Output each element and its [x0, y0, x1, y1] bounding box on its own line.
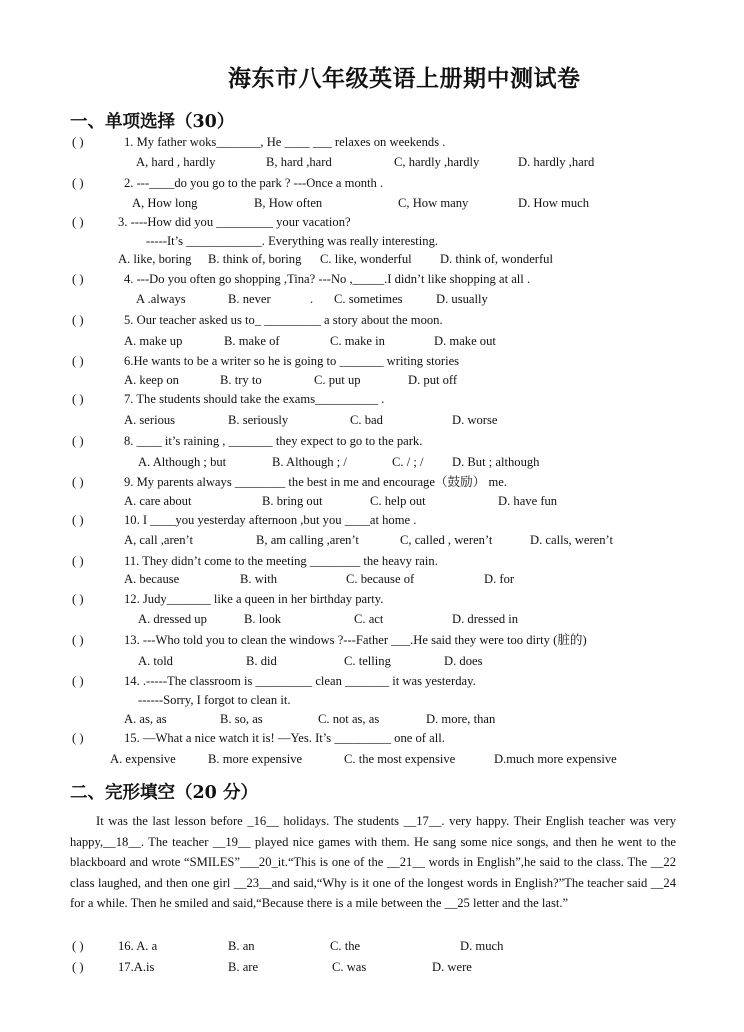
- option: B. never: [228, 292, 271, 306]
- option: D. make out: [434, 334, 496, 348]
- question-text: ------Sorry, I forgot to clean it.: [138, 693, 291, 707]
- question-text: 16. A. a: [118, 939, 158, 953]
- option: D. does: [444, 654, 483, 668]
- option: C. / ; /: [392, 455, 424, 469]
- option: C, hardly ,hardly: [394, 155, 480, 169]
- option: C. like, wonderful: [320, 252, 412, 266]
- answer-bracket[interactable]: ( ): [72, 272, 84, 286]
- question-text: 1. My father woks_______, He ____ ___ relaxes on weekends .: [124, 135, 446, 149]
- question-text: 5. Our teacher asked us to_ _________ a story about the moon.: [124, 313, 443, 327]
- question-text: 14. .-----The classroom is _________ clean _______ it was yesterday.: [124, 674, 476, 688]
- option: A, call ,aren’t: [124, 533, 194, 547]
- option: D. have fun: [498, 494, 558, 508]
- option: B. more expensive: [208, 752, 303, 766]
- answer-bracket[interactable]: ( ): [72, 392, 84, 406]
- option: B. are: [228, 960, 259, 974]
- option: D. usually: [436, 292, 488, 306]
- option: D. worse: [452, 413, 498, 427]
- option: D. were: [432, 960, 472, 974]
- option: C, How many: [398, 196, 469, 210]
- answer-bracket[interactable]: ( ): [72, 135, 84, 149]
- answer-bracket[interactable]: ( ): [72, 176, 84, 190]
- answer-bracket[interactable]: ( ): [72, 313, 84, 327]
- option: B. so, as: [220, 712, 263, 726]
- option: C. the: [330, 939, 361, 953]
- answer-bracket[interactable]: ( ): [72, 960, 84, 974]
- question-text: -----It’s ____________. Everything was really interesting.: [146, 234, 439, 248]
- answer-bracket[interactable]: ( ): [72, 592, 84, 606]
- option: .: [310, 292, 314, 306]
- option: C. put up: [314, 373, 361, 387]
- answer-bracket[interactable]: ( ): [72, 354, 84, 368]
- option: B. try to: [220, 373, 262, 387]
- option: A. told: [138, 654, 173, 668]
- question-text: 10. I ____you yesterday afternoon ,but you ____at home .: [124, 513, 417, 527]
- option: C. act: [354, 612, 384, 626]
- option: B. bring out: [262, 494, 323, 508]
- option: A. Although ; but: [138, 455, 227, 469]
- option: C. telling: [344, 654, 391, 668]
- option: C. not as, as: [318, 712, 380, 726]
- option: A. serious: [124, 413, 176, 427]
- option: D. much: [460, 939, 504, 953]
- option: A. because: [124, 572, 180, 586]
- answer-bracket[interactable]: ( ): [72, 513, 84, 527]
- option: B, hard ,hard: [266, 155, 332, 169]
- answer-bracket[interactable]: ( ): [72, 633, 84, 647]
- answer-bracket[interactable]: ( ): [72, 939, 84, 953]
- option: D. hardly ,hard: [518, 155, 595, 169]
- option: C. because of: [346, 572, 415, 586]
- option: B. think of, boring: [208, 252, 302, 266]
- option: A. as, as: [124, 712, 167, 726]
- option: C. make in: [330, 334, 385, 348]
- option: B. did: [246, 654, 277, 668]
- question-text: 6.He wants to be a writer so he is going to _______ writing stories: [124, 354, 460, 368]
- answer-bracket[interactable]: ( ): [72, 554, 84, 568]
- option: C. bad: [350, 413, 383, 427]
- question-text: 17.A.is: [118, 960, 155, 974]
- option: C. sometimes: [334, 292, 403, 306]
- question-text: 7. The students should take the exams__________ .: [124, 392, 385, 406]
- question-text: 12. Judy_______ like a queen in her birthday party.: [124, 592, 384, 606]
- answer-bracket[interactable]: ( ): [72, 674, 84, 688]
- option: D. put off: [408, 373, 458, 387]
- option: A. like, boring: [118, 252, 192, 266]
- option: B. Although ; /: [272, 455, 347, 469]
- question-text: 13. ---Who told you to clean the windows ?---Father ___.He said they were too dirty (脏的): [124, 633, 587, 647]
- option: C. help out: [370, 494, 426, 508]
- answer-bracket[interactable]: ( ): [72, 475, 84, 489]
- question-text: 9. My parents always ________ the best in me and encourage（鼓励） me.: [124, 475, 507, 489]
- question-text: 4. ---Do you often go shopping ,Tina? ---No ,_____.I didn’t like shopping at all .: [124, 272, 531, 286]
- question-text: 15. —What a nice watch it is! —Yes. It’s _________ one of all.: [124, 731, 445, 745]
- cloze-passage: It was the last lesson before _16__ holidays. The students __17__. very happy. Their English teacher was very happy,__18__. The teacher __19__ played nice games with them. He sang some nice songs, and then he went to the blackboard and wrote “SMILES”___20_it.“This is one of the __21__ words in English”,he said to the class. The __22 class laughed, and then one girl __23__and said,“Why is it one of the longest words in English?”The teacher said __24 for a while. Then he smiled and said,“Because there is a mile between the __25 letter and the last.”: [70, 814, 676, 911]
- question-text: 2. ---____do you go to the park ? ---Once a month .: [124, 176, 384, 190]
- option: D. think of, wonderful: [440, 252, 553, 266]
- option: C. was: [332, 960, 367, 974]
- answer-bracket[interactable]: ( ): [72, 215, 84, 229]
- option: B. make of: [224, 334, 280, 348]
- section-heading-choice: 一、单项选择（30）: [70, 112, 235, 132]
- option: B, How often: [254, 196, 323, 210]
- option: D. calls, weren’t: [530, 533, 613, 547]
- option: A .always: [136, 292, 186, 306]
- option: A. expensive: [110, 752, 176, 766]
- option: D.much more expensive: [494, 752, 617, 766]
- option: D. dressed in: [452, 612, 519, 626]
- option: B. look: [244, 612, 282, 626]
- option: A. care about: [124, 494, 192, 508]
- question-text: 11. They didn’t come to the meeting ________ the heavy rain.: [124, 554, 438, 568]
- option: D. How much: [518, 196, 590, 210]
- option: A, hard , hardly: [136, 155, 216, 169]
- option: B. seriously: [228, 413, 289, 427]
- option: B. with: [240, 572, 278, 586]
- option: A. dressed up: [138, 612, 207, 626]
- section-heading-cloze: 二、完形填空（20 分）: [70, 783, 258, 803]
- answer-bracket[interactable]: ( ): [72, 434, 84, 448]
- option: A, How long: [132, 196, 198, 210]
- option: A. keep on: [124, 373, 179, 387]
- option: B, am calling ,aren’t: [256, 533, 359, 547]
- question-text: 8. ____ it’s raining , _______ they expect to go to the park.: [124, 434, 423, 448]
- question-text: 3. ----How did you _________ your vacation?: [118, 215, 351, 229]
- option: C, called , weren’t: [400, 533, 493, 547]
- option: D. more, than: [426, 712, 496, 726]
- option: D. But ; although: [452, 455, 540, 469]
- page-title: 海东市八年级英语上册期中测试卷: [228, 65, 581, 92]
- option: C. the most expensive: [344, 752, 456, 766]
- answer-bracket[interactable]: ( ): [72, 731, 84, 745]
- option: B. an: [228, 939, 255, 953]
- option: D. for: [484, 572, 515, 586]
- option: A. make up: [124, 334, 183, 348]
